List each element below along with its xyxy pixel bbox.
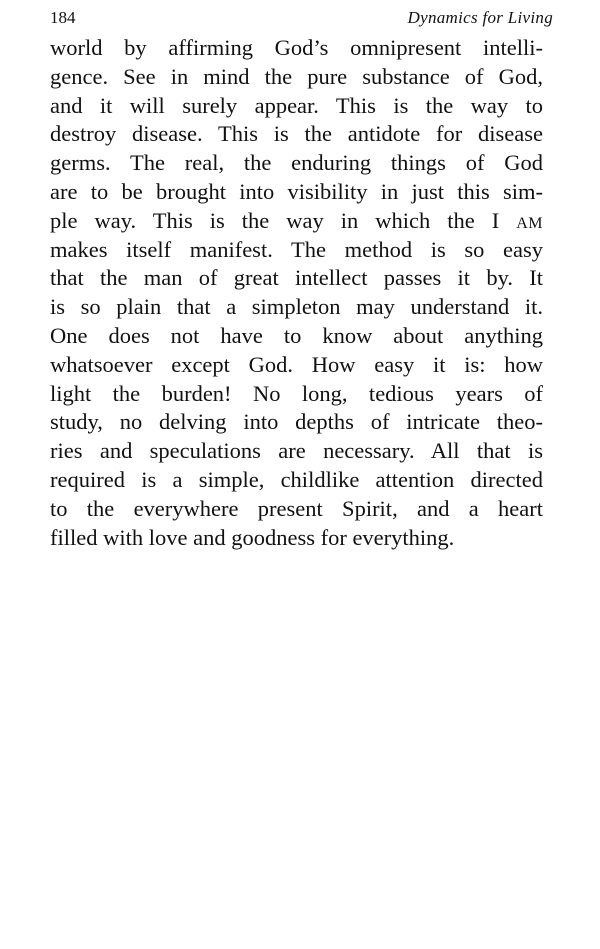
text-line: One does not have to know about anything xyxy=(50,322,543,348)
running-title: Dynamics for Living xyxy=(407,8,553,27)
text-line: germs. The real, the enduring things of God xyxy=(50,150,543,176)
text-line: required is a simple, childlike attention directed xyxy=(50,466,543,492)
text-line: whatsoever except God. How easy it is: how xyxy=(50,351,543,377)
text-line: filled with love and goodness for everything. xyxy=(50,524,455,550)
text-line-part: ple way. This is the way in which the I xyxy=(50,207,517,233)
text-line: are to be brought into visibility in just this sim- xyxy=(50,178,543,204)
page-header xyxy=(50,6,553,32)
text-line: and it will surely appear. This is the way to xyxy=(50,92,543,118)
text-line: light the burden! No long, tedious years of xyxy=(50,380,543,406)
text-line: world by affirming God’s omnipresent intelli- xyxy=(50,35,543,60)
text-line: is so plain that a simpleton may understand it. xyxy=(50,294,543,320)
small-caps-am: AM xyxy=(516,214,543,232)
text-line: study, no delving into depths of intricate theo- xyxy=(50,409,543,435)
text-line: that the man of great intellect passes it by. It xyxy=(50,265,543,291)
text-line: makes itself manifest. The method is so easy xyxy=(50,236,543,262)
text-line: ries and speculations are necessary. All that is xyxy=(50,438,543,464)
text-line: destroy disease. This is the antidote for disease xyxy=(50,121,543,147)
page-number: 184 xyxy=(50,8,76,27)
text-line: to the everywhere present Spirit, and a heart xyxy=(50,495,543,521)
body-text xyxy=(50,34,543,552)
text-line xyxy=(50,207,543,236)
text-line: gence. See in mind the pure substance of God, xyxy=(50,63,543,89)
